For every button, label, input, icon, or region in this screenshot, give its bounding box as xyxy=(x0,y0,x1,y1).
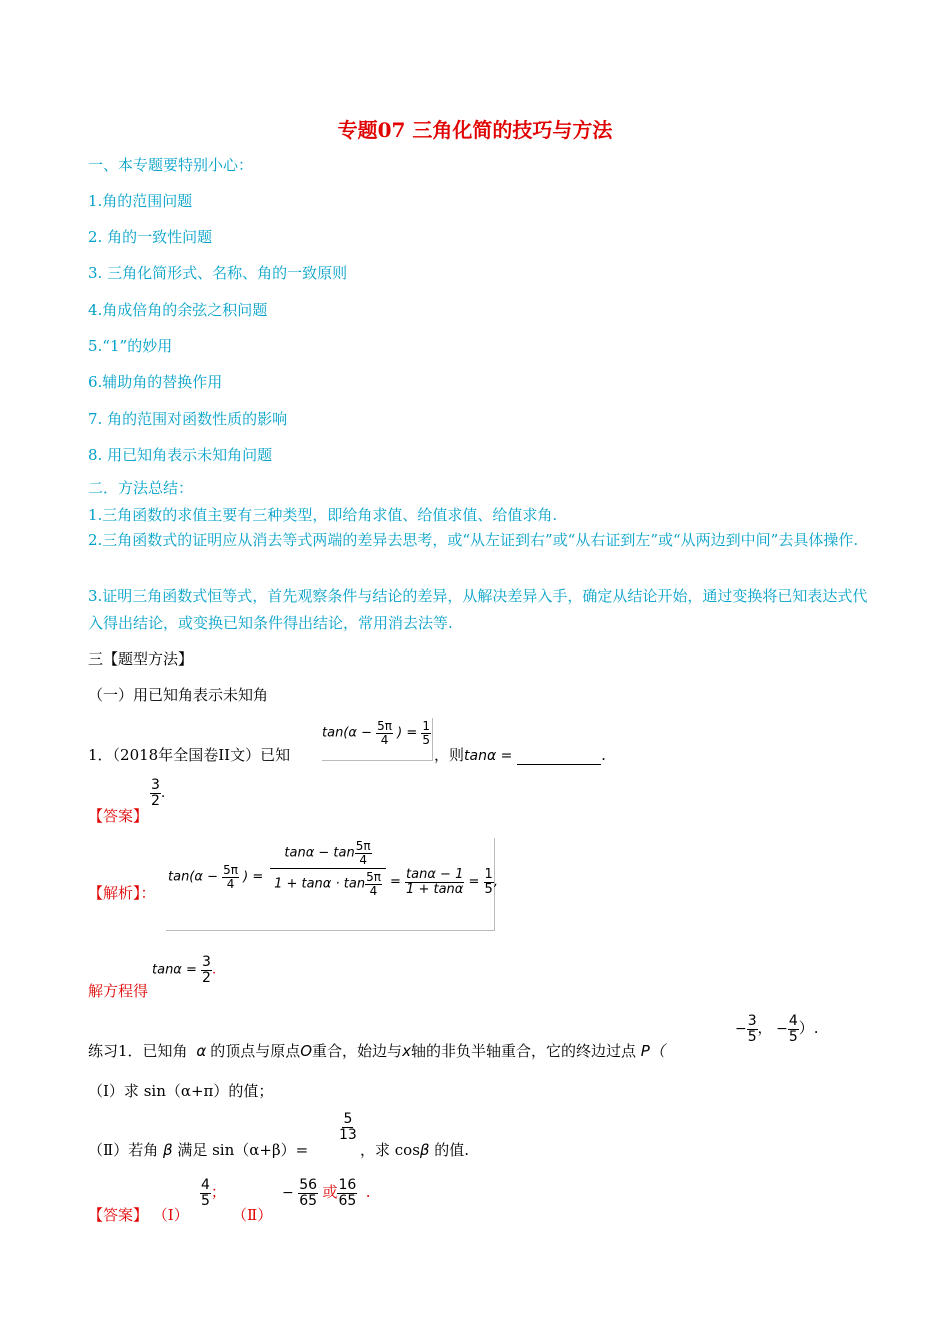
section1-heading: 一、本专题要特别小心： xyxy=(88,156,254,174)
answer2-part1-value: $\frac{4}{5}$ ； xyxy=(201,1177,226,1209)
answer1-label: 【答案】 xyxy=(88,807,149,825)
fraction: $\frac{3}{5}$ xyxy=(747,1013,757,1045)
section2-item: 3.证明三角函数式恒等式，首先观察条件与结论的差异，从解决差异入手，确定从结论开始，通过变换将已知表达式代入得出结论，或变换已知条件得出结论，常用消去法等. xyxy=(88,587,868,632)
answer-blank xyxy=(517,752,601,765)
fraction: $\frac{5\pi}{4}$ xyxy=(377,719,392,747)
answer2-part2-value: − $\frac{56}{65}$ 或 $\frac{16}{65}$ . xyxy=(282,1177,371,1209)
question1-after: ，则tanα = . xyxy=(434,746,606,764)
analysis1-equation: tan(α − $\frac{5\pi}{4}$ ) = tanα − tan $\frac{5\pi}{4}$ 1 + tanα · tan $\frac{5\pi}{4}$ = $\frac{\tan\alpha - 1}{1 + \tan\alpha}$ = $\frac{1}{5}$ , xyxy=(166,838,495,931)
equation-text: tan(α − xyxy=(322,725,372,741)
practice1-part1: （Ⅰ）求 sin（α+π）的值； xyxy=(88,1082,274,1100)
question1-prefix: 1．（2018年全国卷II文）已知 xyxy=(88,746,291,764)
fraction: $\frac{1}{5}$ xyxy=(422,719,430,747)
question1-equation xyxy=(322,718,433,761)
section1-item: 7. 角的范围对函数性质的影响 xyxy=(88,410,288,428)
section2-item: 1.三角函数的求值主要有三种类型，即给角求值、给值求值、给值求角. xyxy=(88,506,558,524)
fraction: $\frac{3}{2}$ xyxy=(202,954,211,986)
section3-subheading: （一）用已知角表示未知角 xyxy=(88,686,269,704)
practice1-text: 练习1．已知角 α 的顶点与原点O重合，始边与x轴的非负半轴重合，它的终边过点 P（ xyxy=(88,1042,665,1060)
fraction: $\frac{1}{5}$ xyxy=(484,867,493,897)
fraction: $\frac{5}{13}$ xyxy=(339,1111,357,1143)
section3-heading: 三【题型方法】 xyxy=(88,650,194,668)
analysis1-label: 【解析】： xyxy=(88,884,156,902)
section1-item: 2. 角的一致性问题 xyxy=(88,228,213,246)
fraction: $\frac{5\pi}{4}$ xyxy=(223,863,238,891)
equation-text: ) = xyxy=(397,725,418,741)
fraction: $\frac{56}{65}$ xyxy=(299,1177,318,1209)
practice1-point: − $\frac{3}{5}$ ， − $\frac{4}{5}$ ）. xyxy=(735,1013,819,1045)
page-title: 专题07 三角化简的技巧与方法 xyxy=(337,118,613,142)
fraction: $\frac{4}{5}$ xyxy=(201,1177,210,1209)
fraction: $\frac{4}{5}$ xyxy=(788,1013,798,1045)
fraction: $\frac{\tan\alpha - 1}{1 + \tan\alpha}$ xyxy=(406,867,464,897)
section2-item: 2.三角函数式的证明应从消去等式两端的差异去思考，或“从左证到右”或“从右证到左”或“从两边到中间”去具体操作. xyxy=(88,531,859,549)
section1-item: 8. 用已知角表示未知角问题 xyxy=(88,446,273,464)
section1-item: 1.角的范围问题 xyxy=(88,192,193,210)
fraction: $\frac{16}{65}$ xyxy=(338,1177,357,1209)
solve1-label: 解方程得 xyxy=(88,982,149,1000)
big-fraction: tanα − tan $\frac{5\pi}{4}$ 1 + tanα · tan $\frac{5\pi}{4}$ xyxy=(270,840,386,897)
section2-heading: 二．方法总结： xyxy=(88,479,194,497)
section1-item: 3. 三角化简形式、名称、角的一致原则 xyxy=(88,264,348,282)
fraction: $\frac{3}{2}$ xyxy=(151,777,160,809)
practice1-part2-fraction xyxy=(338,1112,358,1142)
answer1-value: $\frac{3}{2}$ . xyxy=(151,777,166,809)
practice1-part2: （Ⅱ）若角 β 满足 sin（α+β）= xyxy=(88,1141,309,1159)
answer2-part2-label: （Ⅱ） xyxy=(232,1206,273,1224)
practice1-part2-tail: ，求 cosβ 的值. xyxy=(360,1141,470,1159)
answer2-label: 【答案】 （Ⅰ） xyxy=(88,1206,189,1224)
section1-item: 6.辅助角的替换作用 xyxy=(88,373,223,391)
section1-item: 5.“1”的妙用 xyxy=(88,337,173,355)
section1-item: 4.角成倍角的余弦之积问题 xyxy=(88,301,268,319)
solve1-equation: tanα = $\frac{3}{2}$ . xyxy=(152,954,217,986)
